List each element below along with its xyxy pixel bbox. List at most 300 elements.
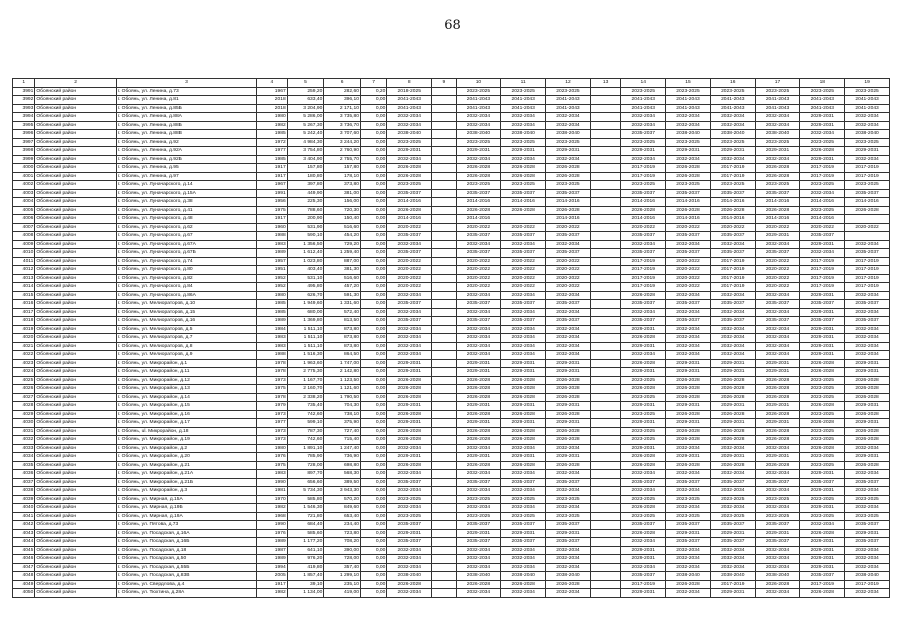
table-cell (590, 512, 621, 521)
table-cell: 2023-2025 (800, 461, 845, 470)
table-cell: г. Обоянь, ул. Микрорайон, д.21Б (116, 478, 256, 487)
table-cell: 2017-2019 (800, 274, 845, 283)
column-number: 14 (621, 79, 666, 88)
table-cell: 4037 (13, 478, 35, 487)
table-cell: 2026-2028 (501, 410, 546, 419)
table-cell: 2035-2037 (546, 521, 591, 530)
table-cell (590, 538, 621, 547)
table-cell: г. Обоянь, ул. Ленина, д.85Б (116, 104, 256, 113)
table-cell: 2023-2025 (845, 495, 890, 504)
table-cell (432, 393, 456, 402)
table-cell: 2032-2034 (387, 155, 432, 164)
table-cell: 2029-2031 (666, 453, 711, 462)
table-cell: 2023-2025 (501, 512, 546, 521)
table-cell: 2029-2031 (710, 402, 755, 411)
table-cell (590, 580, 621, 589)
column-number: 8 (387, 79, 432, 88)
table-row (13, 300, 890, 309)
table-cell: 0,00 (360, 546, 386, 555)
table-cell: 2035-2037 (501, 249, 546, 258)
table-cell: 2032-2034 (501, 555, 546, 564)
table-cell: 2032-2034 (456, 342, 501, 351)
table-cell: 2029-2031 (800, 308, 845, 317)
table-cell: 2026-2028 (621, 461, 666, 470)
table-cell: 2032-2034 (710, 334, 755, 343)
table-cell: 2032-2034 (755, 555, 800, 564)
table-cell: 2029-2031 (387, 402, 432, 411)
table-row (13, 546, 890, 555)
table-cell: 2035-2037 (666, 232, 711, 241)
table-cell: 2035-2037 (710, 538, 755, 547)
table-cell: 2029-2031 (845, 147, 890, 156)
table-cell: 2029-2031 (800, 240, 845, 249)
table-cell: 2023-2025 (546, 138, 591, 147)
table-cell: 0,00 (360, 215, 386, 224)
table-cell: 2023-2025 (546, 495, 591, 504)
table-cell: г. Обоянь, ул. Свердлова, д.4 (116, 580, 256, 589)
table-cell (432, 342, 456, 351)
table-cell: 2035-2037 (387, 317, 432, 326)
table-cell (590, 436, 621, 445)
table-cell: Обоянский район (35, 393, 116, 402)
table-cell: 2038-2040 (845, 572, 890, 581)
table-cell: Обоянский район (35, 563, 116, 572)
table-cell: 1975 (257, 206, 288, 215)
table-cell: 1982 (257, 589, 288, 598)
table-cell: 2017-2019 (845, 580, 890, 589)
table-cell (590, 189, 621, 198)
table-cell: 1 511,10 (287, 342, 324, 351)
table-cell: 2023-2025 (387, 138, 432, 147)
table-cell: 2017-2019 (621, 257, 666, 266)
table-cell: 887,00 (324, 257, 361, 266)
table-cell: 2026-2028 (621, 453, 666, 462)
table-cell: Обоянский район (35, 206, 116, 215)
table-cell: 3997 (13, 138, 35, 147)
table-cell: 2035-2037 (845, 538, 890, 547)
table-row (13, 410, 890, 419)
table-cell (432, 164, 456, 173)
table-cell: 1 247,40 (324, 444, 361, 453)
table-cell: 2032-2034 (501, 504, 546, 513)
table-cell: г. Обоянь, ул. Мелиораторов, д.9 (116, 351, 256, 360)
table-cell: г. Обоянь, ул. Посадская, д.55Б (116, 563, 256, 572)
table-cell: 2035-2037 (845, 189, 890, 198)
table-cell: 1983 (257, 334, 288, 343)
table-cell: 2026-2028 (710, 436, 755, 445)
table-cell: 2 775,30 (287, 368, 324, 377)
table-cell: 2029-2031 (501, 453, 546, 462)
table-cell (432, 308, 456, 317)
table-cell: 2023-2025 (666, 138, 711, 147)
table-cell: 2014-2016 (845, 198, 890, 207)
table-cell: 2032-2034 (845, 589, 890, 598)
table-cell (590, 461, 621, 470)
table-cell: г. Обоянь, ул. Посадская, д.16А (116, 529, 256, 538)
table-row (13, 274, 890, 283)
table-cell: 2038-2040 (501, 572, 546, 581)
table-cell: Обоянский район (35, 130, 116, 139)
table-cell: 2029-2031 (387, 147, 432, 156)
table-cell: 2029-2031 (800, 342, 845, 351)
table-cell: г. Обоянь, ул. Ленина, д.88В (116, 130, 256, 139)
table-cell: г. Обоянь, ул. Ленина, д.81 (116, 96, 256, 105)
table-cell (590, 529, 621, 538)
table-cell: Обоянский район (35, 538, 116, 547)
table-cell: 2029-2031 (501, 368, 546, 377)
table-cell: 2026-2028 (501, 393, 546, 402)
table-cell: 684,40 (287, 521, 324, 530)
table-cell: 157,80 (324, 164, 361, 173)
table-cell (432, 240, 456, 249)
table-cell: 2032-2034 (800, 521, 845, 530)
table-cell: 2026-2028 (387, 164, 432, 173)
table-cell: 4022 (13, 351, 35, 360)
table-cell: 2032-2034 (501, 487, 546, 496)
table-cell: 3991 (13, 87, 35, 96)
table-cell (590, 308, 621, 317)
table-cell: 2038-2040 (710, 572, 755, 581)
column-number: 11 (501, 79, 546, 88)
table-cell: 2029-2031 (456, 147, 501, 156)
table-cell: 2032-2034 (546, 334, 591, 343)
table-cell: 4036 (13, 470, 35, 479)
table-cell: 4014 (13, 283, 35, 292)
table-cell: 2020-2022 (546, 266, 591, 275)
table-cell: 568,30 (324, 470, 361, 479)
table-cell: 2023-2025 (621, 138, 666, 147)
table-cell: 2026-2028 (387, 580, 432, 589)
table-cell: 178,10 (324, 172, 361, 181)
column-number: 7 (360, 79, 386, 88)
table-cell: 2035-2037 (666, 300, 711, 309)
table-cell: 0,00 (360, 189, 386, 198)
table-cell: 2029-2031 (501, 419, 546, 428)
table-cell: 2038-2040 (755, 572, 800, 581)
table-cell: Обоянский район (35, 181, 116, 190)
table-cell: 720,30 (324, 206, 361, 215)
table-cell: Обоянский район (35, 512, 116, 521)
table-cell: 0,00 (360, 385, 386, 394)
table-cell (590, 283, 621, 292)
table-cell (432, 410, 456, 419)
table-cell: 4043 (13, 529, 35, 538)
table-cell: г. Обоянь, ул. Луначарского, д.86А (116, 291, 256, 300)
table-cell: 2023-2025 (710, 138, 755, 147)
table-cell: 2029-2031 (800, 487, 845, 496)
table-cell: 2035-2037 (666, 521, 711, 530)
table-cell: 1990 (257, 478, 288, 487)
table-cell: 2014-2016 (387, 198, 432, 207)
table-cell: 2035-2037 (800, 232, 845, 241)
table-cell: 2023-2025 (755, 181, 800, 190)
table-cell: 2035-2037 (456, 538, 501, 547)
table-row (13, 283, 890, 292)
table-cell: 2032-2034 (845, 546, 890, 555)
table-cell: 2023-2025 (800, 385, 845, 394)
table-cell: 2032-2034 (456, 589, 501, 598)
table-cell: 2029-2031 (546, 359, 591, 368)
table-cell: 2032-2034 (387, 589, 432, 598)
table-cell: 2026-2028 (546, 393, 591, 402)
table-cell: 2026-2028 (666, 172, 711, 181)
table-cell (432, 512, 456, 521)
table-cell: 4048 (13, 572, 35, 581)
table-cell: 735,40 (287, 402, 324, 411)
table-cell: 1978 (257, 359, 288, 368)
table-cell: 1988 (257, 232, 288, 241)
table-cell: 390,00 (324, 546, 361, 555)
table-cell: 2035-2037 (456, 521, 501, 530)
table-cell (432, 291, 456, 300)
table-cell: 3 707,60 (324, 130, 361, 139)
table-cell: 2032-2034 (845, 291, 890, 300)
table-cell (590, 138, 621, 147)
table-cell: 1917 (257, 164, 288, 173)
table-cell (432, 172, 456, 181)
table-cell: 2 142,80 (324, 368, 361, 377)
table-cell (432, 419, 456, 428)
table-cell: 708,20 (324, 538, 361, 547)
table-cell: Обоянский район (35, 147, 116, 156)
table-cell: 2020-2022 (456, 283, 501, 292)
column-number: 3 (116, 79, 256, 88)
table-cell: 2014-2016 (456, 215, 501, 224)
table-cell: 728,00 (324, 555, 361, 564)
table-cell: 2017-2019 (621, 283, 666, 292)
table-cell: 2032-2034 (546, 444, 591, 453)
table-cell (432, 206, 456, 215)
table-cell (432, 444, 456, 453)
table-cell: Обоянский район (35, 257, 116, 266)
table-cell: 2023-2025 (666, 495, 711, 504)
table-cell: 2035-2037 (710, 478, 755, 487)
table-cell: Обоянский район (35, 215, 116, 224)
table-cell: 2032-2034 (546, 121, 591, 130)
table-cell (432, 572, 456, 581)
table-cell: 2032-2034 (755, 325, 800, 334)
table-cell: 0,00 (360, 461, 386, 470)
table-cell: 2017-2019 (710, 164, 755, 173)
table-cell: 2035-2037 (501, 317, 546, 326)
table-cell: 570,20 (324, 495, 361, 504)
table-cell: Обоянский район (35, 96, 116, 105)
table-cell: 0,00 (360, 478, 386, 487)
table-cell: Обоянский район (35, 487, 116, 496)
table-cell: Обоянский район (35, 164, 116, 173)
table-cell: 4011 (13, 257, 35, 266)
table-cell: 2023-2025 (800, 427, 845, 436)
table-cell (590, 104, 621, 113)
table-cell: 2026-2028 (456, 410, 501, 419)
table-cell: 2026-2028 (621, 291, 666, 300)
table-row (13, 368, 890, 377)
column-number: 18 (800, 79, 845, 88)
table-cell (590, 470, 621, 479)
table-cell: г. Обоянь, ул. Мелиораторов, д.5 (116, 325, 256, 334)
table-cell: 1952 (257, 283, 288, 292)
table-cell: 2032-2034 (456, 470, 501, 479)
table-cell: 2014-2016 (621, 198, 666, 207)
table-cell: 738,10 (324, 410, 361, 419)
table-cell: 2029-2031 (621, 147, 666, 156)
table-cell: 2032-2034 (546, 113, 591, 122)
table-cell: 2035-2037 (387, 249, 432, 258)
table-cell: 2032-2034 (387, 121, 432, 130)
table-cell: 2014-2016 (710, 198, 755, 207)
table-cell (590, 427, 621, 436)
table-cell: 2023-2025 (800, 436, 845, 445)
table-cell: 2032-2034 (666, 444, 711, 453)
table-cell: 2035-2037 (387, 521, 432, 530)
table-cell: 2 760,90 (324, 147, 361, 156)
table-cell: 2032-2034 (456, 563, 501, 572)
table-cell: 641,10 (287, 546, 324, 555)
table-cell: 2020-2022 (387, 257, 432, 266)
table-cell: 2032-2034 (755, 589, 800, 598)
table-cell (432, 147, 456, 156)
table-cell: 2032-2034 (710, 121, 755, 130)
table-cell: 2023-2025 (501, 181, 546, 190)
table-cell: 2032-2034 (387, 113, 432, 122)
column-number: 1 (13, 79, 35, 88)
table-cell: 2035-2037 (845, 249, 890, 258)
table-cell: 2029-2031 (387, 453, 432, 462)
table-cell: 2026-2028 (501, 427, 546, 436)
table-cell: 0,00 (360, 504, 386, 513)
table-cell: 1989 (257, 538, 288, 547)
table-cell: 2032-2034 (845, 334, 890, 343)
table-cell (432, 521, 456, 530)
table-cell: 0,00 (360, 121, 386, 130)
table-cell: 0,00 (360, 130, 386, 139)
table-cell: г. Обоянь, ул. Посадская, д.83В (116, 572, 256, 581)
table-cell: 2035-2037 (546, 317, 591, 326)
table-cell: 0,00 (360, 300, 386, 309)
table-cell: 2032-2034 (501, 334, 546, 343)
table-cell: 2032-2034 (387, 487, 432, 496)
table-row (13, 249, 890, 258)
table-cell: 2023-2025 (800, 393, 845, 402)
table-cell: 2029-2031 (755, 368, 800, 377)
table-cell: 591,30 (324, 291, 361, 300)
table-cell: 2032-2034 (546, 342, 591, 351)
table-cell: Обоянский район (35, 87, 116, 96)
table-cell (590, 291, 621, 300)
table-cell: 1 167,70 (287, 376, 324, 385)
table-cell: Обоянский район (35, 376, 116, 385)
table-cell (590, 155, 621, 164)
table-cell: 2032-2034 (456, 555, 501, 564)
table-cell (432, 589, 456, 598)
table-cell: г. Обоянь, ул. Луначарского, д.62 (116, 223, 256, 232)
table-cell: 2032-2034 (501, 589, 546, 598)
table-cell (432, 274, 456, 283)
table-cell (432, 359, 456, 368)
table-cell: 2029-2031 (501, 147, 546, 156)
table-cell: 2035-2037 (501, 538, 546, 547)
table-cell: 2032-2034 (546, 240, 591, 249)
table-cell: 2014-2016 (501, 198, 546, 207)
table-cell (845, 215, 890, 224)
table-cell: 2026-2028 (800, 359, 845, 368)
table-cell: г. Обоянь, ул. Микрорайон, д.13 (116, 385, 256, 394)
table-cell: 0,00 (360, 359, 386, 368)
table-cell: 2032-2034 (546, 563, 591, 572)
table-cell (432, 249, 456, 258)
table-cell: Обоянский район (35, 521, 116, 530)
table-cell: 2032-2034 (755, 444, 800, 453)
table-cell: 4013 (13, 274, 35, 283)
table-cell: 4021 (13, 342, 35, 351)
table-cell: Обоянский район (35, 240, 116, 249)
table-cell: 2041-2043 (710, 96, 755, 105)
table-cell: 1 747,00 (324, 359, 361, 368)
table-cell: 1991 (257, 189, 288, 198)
table-cell: 2026-2028 (666, 410, 711, 419)
table-row (13, 138, 890, 147)
table-cell: 2026-2028 (755, 580, 800, 589)
table-cell: 4005 (13, 206, 35, 215)
table-cell: 2032-2034 (387, 563, 432, 572)
table-cell: 1 546,30 (287, 504, 324, 513)
table-row (13, 240, 890, 249)
table-cell: 2035-2037 (501, 521, 546, 530)
table-cell: 0,00 (360, 495, 386, 504)
table-cell: 381,30 (324, 266, 361, 275)
table-cell: 3 736,70 (324, 121, 361, 130)
table-cell: Обоянский район (35, 419, 116, 428)
table-cell: 2029-2031 (621, 546, 666, 555)
table-cell: Обоянский район (35, 232, 116, 241)
table-cell: 3 943,30 (324, 487, 361, 496)
table-cell: 3996 (13, 130, 35, 139)
table-cell: 2035-2037 (845, 300, 890, 309)
table-cell: 2035-2037 (710, 189, 755, 198)
table-cell: 2035-2037 (501, 300, 546, 309)
table-cell: 0,00 (360, 419, 386, 428)
table-cell: 2032-2034 (710, 291, 755, 300)
table-cell: 2026-2028 (845, 461, 890, 470)
table-cell: 2032-2034 (501, 155, 546, 164)
table-cell: 2026-2028 (755, 393, 800, 402)
table-cell: 2029-2031 (755, 529, 800, 538)
table-cell: Обоянский район (35, 529, 116, 538)
table-cell: Обоянский район (35, 504, 116, 513)
table-row (13, 563, 890, 572)
table-cell: 2017-2019 (621, 172, 666, 181)
table-cell: 1957 (257, 257, 288, 266)
table-cell: г. Обоянь, ул. Ленина, д.92А (116, 147, 256, 156)
table-cell: 180,80 (287, 172, 324, 181)
table-cell: 2026-2028 (546, 376, 591, 385)
table-cell: 2032-2034 (666, 113, 711, 122)
table-cell: 403,40 (287, 266, 324, 275)
column-number: 4 (257, 79, 288, 88)
table-cell (590, 504, 621, 513)
table-cell: 4019 (13, 325, 35, 334)
table-cell: 4029 (13, 410, 35, 419)
table-cell (590, 572, 621, 581)
table-cell: 2029-2031 (800, 546, 845, 555)
table-row (13, 334, 890, 343)
table-cell: 1 177,20 (287, 538, 324, 547)
table-cell: 4034 (13, 453, 35, 462)
table-cell: 1970 (257, 495, 288, 504)
table-cell: 397,80 (287, 181, 324, 190)
table-cell: 454,20 (324, 232, 361, 241)
table-cell: 2026-2028 (621, 334, 666, 343)
